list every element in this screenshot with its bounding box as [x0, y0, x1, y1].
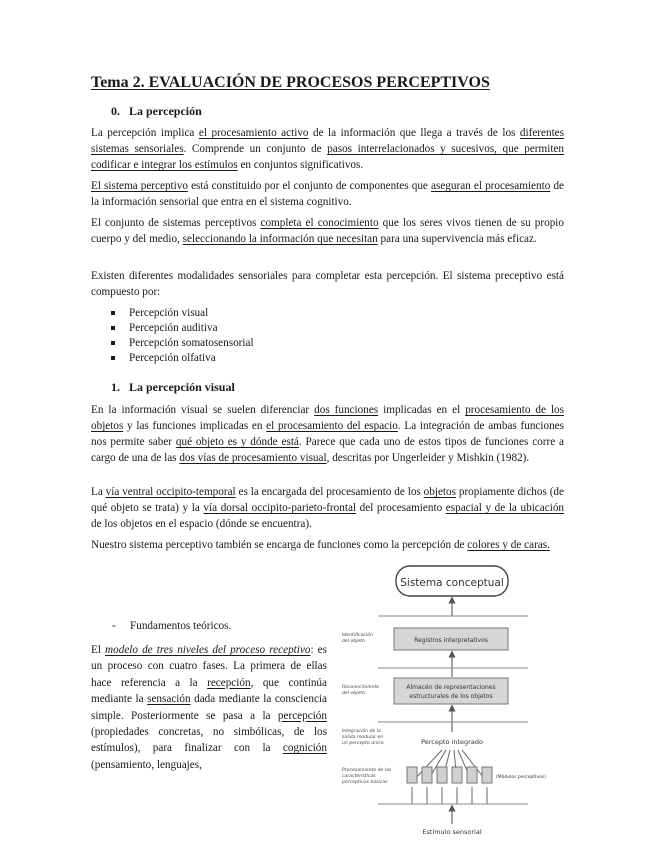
paragraph-sistema-perceptivo [91, 178, 564, 210]
paragraph-definicion [91, 125, 564, 173]
list-item: Percepción somatosensorial [91, 336, 254, 351]
text-run: La [91, 486, 106, 498]
module-box [437, 767, 447, 783]
underlined-text: dos funciones [314, 404, 379, 416]
text-run: El [91, 644, 106, 656]
list-item: Percepción visual [91, 306, 254, 321]
label-identificacion-1: Identificación [342, 633, 373, 638]
text-run: La percepción implica [91, 127, 199, 139]
text-run: : es un proceso con cuatro fases. La primera de ellas hace referencia a la [91, 644, 327, 689]
text-run: (pensamiento, lenguajes, [91, 758, 202, 771]
underlined-text: espacial y de la ubicación [445, 502, 565, 514]
text-run: Existen diferentes modalidades sensoriales para completar esta percepción. El sistema preceptivo está compuesto por: [91, 270, 564, 298]
paragraph-vias [91, 484, 564, 532]
text-run: implicadas en el [378, 404, 466, 416]
paragraph-modelo-tres-niveles [91, 642, 327, 773]
label-reconocimiento-2: del objeto [342, 691, 365, 696]
text-run: . Parece que cada uno de estos tipos de funciones corre a cargo de una de las [91, 436, 564, 464]
underlined-text: El sistema perceptivo [91, 180, 188, 192]
label-integracion-3: un percepto único [342, 741, 384, 746]
text-run: que los seres vivos tienen de su propio cuerpo y del medio, [91, 217, 565, 245]
estimulo-label: Estímulo sensorial [422, 828, 482, 836]
section-heading-percepcion-visual: 1. La percepción visual [111, 380, 235, 394]
underlined-text: el procesamiento activo [198, 127, 309, 139]
underlined-text: dos vías de procesamiento visual [179, 452, 327, 464]
dash-item-fundamentos: - Fundamentos teóricos. [112, 620, 232, 632]
text-run: de los objetos en el espacio (dónde se encuentra). [91, 518, 312, 530]
sistema-conceptual-label: Sistema conceptual [400, 577, 504, 589]
underlined-text: colores y de caras. [467, 539, 550, 551]
underlined-text: aseguran el procesamiento [431, 180, 551, 192]
underlined-text: diferentes sistemas sensoriales [91, 127, 564, 155]
underlined-text: vía ventral occipito-temporal [105, 486, 236, 498]
bullet-list-modalidades [91, 306, 254, 366]
label-procesamiento-3: perceptivas básicas [342, 780, 388, 785]
text-run: de la información sensorial que entra en el sistema cognitivo. [91, 180, 565, 208]
text-run: para una supervivencia más eficaz. [377, 233, 537, 245]
underlined-text: qué objeto es y dónde está [175, 436, 299, 448]
text-run: propiamente dichos (de qué objeto se trata) y la [91, 486, 564, 514]
document-title: Tema 2. EVALUACIÓN DE PROCESOS PERCEPTIVOS [91, 74, 490, 91]
list-item: Percepción olfativa [91, 351, 254, 366]
module-box [407, 767, 417, 783]
text-run: está constituido por el conjunto de componentes que [187, 180, 432, 192]
underlined-text: objetos [423, 486, 456, 498]
paragraph-conjunto-sistemas [91, 215, 564, 247]
text-run: y las funciones implicadas en [123, 420, 267, 432]
text-run: Nuestro sistema perceptivo también se encarga de funciones como la percepción de [91, 539, 468, 551]
label-procesamiento-2: características [342, 774, 376, 779]
underlined-text: recepción [207, 676, 251, 689]
almacen-label-2: estructurales de los objetos [409, 693, 493, 700]
perception-model-diagram [336, 564, 546, 840]
text-run: , que continúa mediante la [91, 676, 327, 706]
label-integracion-2: salida modular en [342, 735, 384, 740]
underlined-text: vía dorsal occipito-parieto-frontal [203, 502, 357, 514]
label-identificacion-2: del objeto [342, 639, 365, 644]
underlined-text: cognición [282, 742, 327, 755]
module-box [422, 767, 432, 783]
underlined-text: sensación [147, 693, 191, 706]
underlined-text: seleccionando la información que necesitan [182, 233, 378, 245]
list-item: Percepción auditiva [91, 321, 254, 336]
paragraph-informacion-visual [91, 402, 564, 466]
section-heading-percepcion: 0. La percepción [111, 104, 202, 118]
label-reconocimiento-1: Reconocimiento [342, 685, 379, 690]
text-run: . Comprende un conjunto de [183, 143, 328, 155]
underlined-text: percepción [277, 709, 327, 722]
text-run: (propiedades concretas, no simbólicas, de los estímulos), para finalizar con la [91, 726, 327, 755]
underlined-text: procesamiento de los objetos [91, 404, 564, 432]
underlined-text: modelo de tres niveles del proceso receptivo [105, 644, 311, 656]
text-run: de la información que llega a través de los [308, 127, 520, 139]
paragraph-colores-caras [91, 537, 564, 553]
label-procesamiento-1: Procesamiento de las [342, 768, 392, 773]
module-box [482, 767, 492, 783]
percepto-label: Percepto integrado [421, 738, 483, 746]
underlined-text: completa el conocimiento [260, 217, 379, 229]
stimulus-arrows [412, 787, 487, 804]
text-run: dada mediante la consciencia simple. Posteriormente se pasa a la [91, 693, 327, 722]
almacen-label-1: Almacén de representaciones [406, 684, 496, 691]
text-run: es la encargada del procesamiento de los [235, 486, 424, 498]
text-run: En la información visual se suelen diferenciar [91, 404, 315, 416]
paragraph-modalidades [91, 268, 564, 300]
underlined-text: pasos interrelacionados y sucesivos, que permiten codificar e integrar los estímulos [91, 143, 564, 171]
text-run: del procesamiento [356, 502, 446, 514]
module-box [467, 767, 477, 783]
registros-label: Registros interpretativos [414, 637, 488, 644]
text-run: , descritas por Ungerleider y Mishkin (1982). [326, 452, 530, 464]
label-integracion-1: Integración de la [342, 729, 381, 734]
text-run: El conjunto de sistemas perceptivos [91, 217, 261, 229]
modulos-label: (Módulos perceptivos) [496, 775, 546, 780]
text-run: en conjuntos significativos. [237, 159, 364, 171]
almacen-box [394, 678, 508, 704]
text-run: . La integración de ambas funciones nos permite saber [91, 420, 564, 448]
underlined-text: el procesamiento del espacio [266, 420, 398, 432]
module-box [452, 767, 462, 783]
